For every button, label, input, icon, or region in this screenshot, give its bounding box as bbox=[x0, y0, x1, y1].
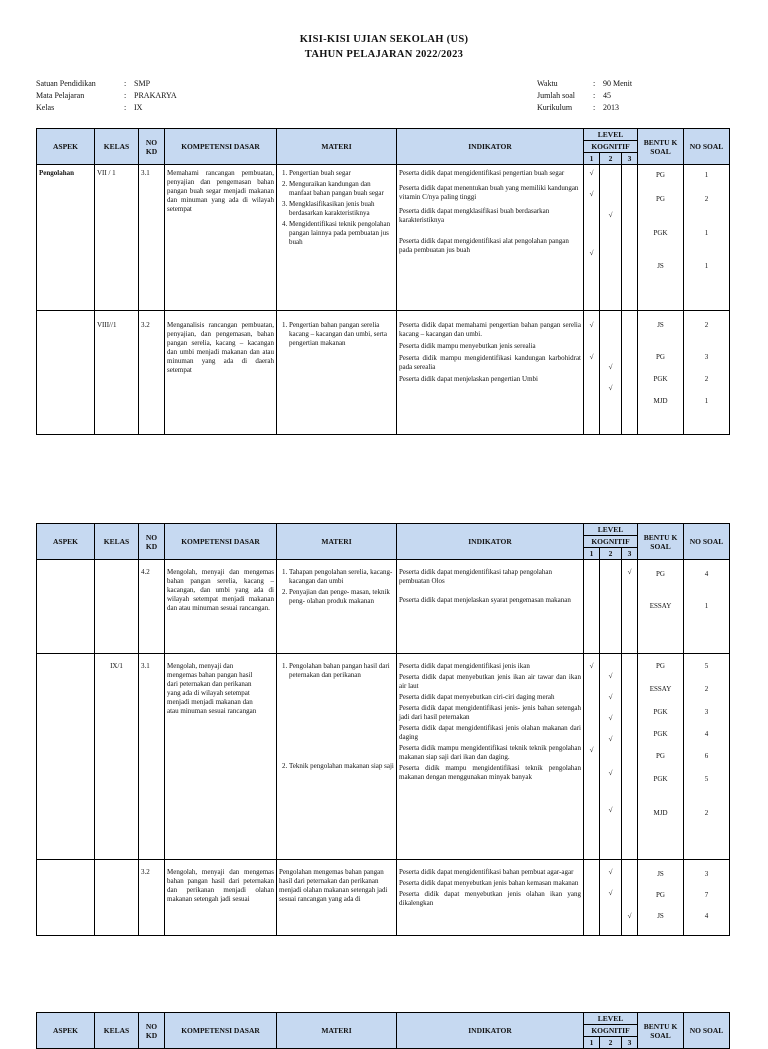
materi-item: 1. Pengertian bahan pangan serelia kacang – kacangan dan umbi, serta pengertian makanan bbox=[289, 321, 394, 348]
materi-item: 1. Pengertian buah segar bbox=[289, 169, 394, 178]
checkmark-icon: √ bbox=[608, 363, 613, 371]
col-materi: MATERI bbox=[277, 1013, 397, 1049]
cell-bentuk-soal: JS PG JS bbox=[638, 860, 684, 936]
table-row bbox=[37, 860, 730, 936]
cell-no-kd: 3.1 bbox=[139, 654, 165, 860]
cell-indikator bbox=[397, 654, 584, 860]
checkmark-icon: √ bbox=[589, 353, 594, 361]
cell-bentuk-soal: PG ESSAY bbox=[638, 560, 684, 654]
kisi-kisi-table-2 bbox=[36, 523, 730, 936]
checkmark-icon: √ bbox=[589, 746, 594, 754]
indikator-item: Peserta didik dapat menyebutkan ciri-ciri daging merah bbox=[399, 693, 555, 701]
indikator-item: Peserta didik dapat mengklasifikasi buah berdasarkan karakteristiknya bbox=[399, 207, 550, 224]
col-level-3: 3 bbox=[622, 548, 638, 560]
col-level-1: 1 bbox=[584, 1037, 600, 1049]
col-bentuk-soal: BENTU K SOAL bbox=[638, 524, 684, 560]
meta-label: Kelas bbox=[36, 103, 55, 112]
cell-no-kd: 4.2 bbox=[139, 560, 165, 654]
indikator-item: Peserta didik mampu menyebutkan jenis serealia bbox=[399, 342, 536, 350]
col-kognitif: KOGNITIF bbox=[584, 536, 638, 548]
cell-kelas: VIII//1 bbox=[95, 311, 139, 435]
cell-indikator bbox=[397, 165, 584, 311]
checkmark-icon: √ bbox=[608, 889, 613, 897]
cell-indikator bbox=[397, 560, 584, 654]
table-row bbox=[37, 311, 730, 435]
cell-level-1 bbox=[584, 560, 600, 654]
meta-value: 90 Menit bbox=[603, 79, 633, 88]
col-materi: MATERI bbox=[277, 129, 397, 165]
materi-item: 2. Menguraikan kandungan dan manfaat bahan pangan buah segar bbox=[289, 180, 394, 198]
meta-left: Satuan Pendidikan : SMP Mata Pelajaran : PRAKARYA Kelas : IX bbox=[36, 79, 177, 112]
indikator-item: Peserta didik dapat mengidentifikasi pengertian buah segar bbox=[399, 169, 565, 177]
col-kognitif: KOGNITIF bbox=[584, 141, 638, 153]
cell-kompetensi-dasar: Mengolah, menyaji dan mengemas bahan pangan serelia, kacang – kacangan, dan umbi yang ada di wilayah setempat menjadi makanan dan atau minuman sesuai rancangan. bbox=[165, 560, 277, 654]
materi-item: 2. Teknik pengolahan makanan siap saji bbox=[289, 762, 394, 771]
table-row bbox=[37, 165, 730, 311]
cell-materi bbox=[277, 311, 397, 435]
indikator-item: Peserta didik mampu mengidentifikasi teknik pengolahan makanan dengan menggunakan minyak banyak bbox=[399, 764, 581, 781]
checkmark-icon: √ bbox=[589, 249, 594, 257]
cell-level-2 bbox=[600, 654, 622, 860]
col-level-2: 2 bbox=[600, 153, 622, 165]
col-aspek: ASPEK bbox=[37, 129, 95, 165]
col-level-2: 2 bbox=[600, 1037, 622, 1049]
cell-level-2 bbox=[600, 560, 622, 654]
cell-indikator bbox=[397, 860, 584, 936]
cell-bentuk-soal: PG ESSAY PGK PGK PG PGK MJD bbox=[638, 654, 684, 860]
col-level-2: 2 bbox=[600, 548, 622, 560]
col-level-1: 1 bbox=[584, 153, 600, 165]
cell-level-2 bbox=[600, 311, 622, 435]
materi-item: 3. Mengklasifikasikan jenis buah berdasarkan karakteristiknya bbox=[289, 200, 394, 218]
cell-kelas: VII / 1 bbox=[95, 165, 139, 311]
col-level-1: 1 bbox=[584, 548, 600, 560]
checkmark-icon: √ bbox=[589, 190, 594, 198]
meta-label: Mata Pelajaran bbox=[36, 91, 85, 100]
indikator-item: Peserta didik dapat mengidentifikasi bahan pembuat agar-agar bbox=[399, 868, 574, 876]
cell-no-soal: 3 7 4 bbox=[684, 860, 730, 936]
checkmark-icon: √ bbox=[589, 169, 594, 177]
col-indikator: INDIKATOR bbox=[397, 129, 584, 165]
cell-materi: Pengolahan mengemas bahan pangan hasil dari peternakan dan perikanan menjadi olahan makanan setengah jadi sesuai rancangan yang ada di bbox=[277, 860, 397, 936]
document-title: KISI-KISI UJIAN SEKOLAH (US) bbox=[299, 34, 469, 45]
indikator-item: Peserta didik mampu mengidentifikasi teknik teknik pengolahan makanan siap saji dari ikan dan daging. bbox=[399, 744, 581, 761]
cell-no-soal: 1 2 1 1 bbox=[684, 165, 730, 311]
cell-level-1 bbox=[584, 860, 600, 936]
cell-aspek bbox=[37, 560, 95, 654]
meta-label: Satuan Pendidikan bbox=[36, 79, 96, 88]
checkmark-icon: √ bbox=[608, 806, 613, 814]
meta-label: Jumlah soal bbox=[537, 91, 575, 100]
indikator-item: Peserta didik dapat menjelaskan pengertian Umbi bbox=[399, 375, 538, 383]
cell-materi bbox=[277, 560, 397, 654]
cell-no-kd: 3.2 bbox=[139, 860, 165, 936]
col-no-soal: NO SOAL bbox=[684, 1013, 730, 1049]
cell-aspek bbox=[37, 860, 95, 936]
materi-item: 4. Mengidentifikasi teknik pengolahan pangan lainnya pada pembuatan jus buah bbox=[289, 220, 394, 247]
indikator-item: Peserta didik dapat mengidentifikasi alat pengolahan pangan pada pembuatan jus buah bbox=[399, 237, 569, 254]
col-no-kd: NO KD bbox=[139, 1013, 165, 1049]
indikator-item: Peserta didik dapat menentukan buah yang memiliki kandungan vitamin C/nya paling tinggi bbox=[399, 184, 579, 201]
checkmark-icon: √ bbox=[589, 662, 594, 670]
meta-value: PRAKARYA bbox=[134, 91, 177, 100]
indikator-item: Peserta didik dapat memahami pengertian bahan pangan serelia kacang – kacangan dan umbi. bbox=[399, 321, 581, 338]
indikator-item: Peserta didik dapat menjelaskan syarat pengemasan makanan bbox=[399, 596, 571, 604]
checkmark-icon: √ bbox=[627, 912, 632, 920]
col-materi: MATERI bbox=[277, 524, 397, 560]
cell-kelas bbox=[95, 560, 139, 654]
indikator-item: Peserta didik dapat mengidentifikasi jenis- jenis bahan setengah jadi dari hasil peternakan bbox=[399, 704, 581, 721]
col-kompetensi-dasar: KOMPETENSI DASAR bbox=[165, 1013, 277, 1049]
col-level: LEVEL bbox=[584, 129, 638, 141]
cell-aspek bbox=[37, 311, 95, 435]
col-indikator: INDIKATOR bbox=[397, 1013, 584, 1049]
document-subtitle: TAHUN PELAJARAN 2022/2023 bbox=[304, 49, 464, 60]
cell-level-3 bbox=[622, 311, 638, 435]
cell-level-3 bbox=[622, 860, 638, 936]
cell-level-3 bbox=[622, 165, 638, 311]
indikator-item: Peserta didik dapat menyebutkan jenis olahan ikan yang dikalengkan bbox=[399, 890, 581, 907]
cell-kelas: IX/1 bbox=[95, 654, 139, 860]
cell-level-1 bbox=[584, 654, 600, 860]
cell-level-3 bbox=[622, 560, 638, 654]
cell-level-3 bbox=[622, 654, 638, 860]
col-kelas: KELAS bbox=[95, 1013, 139, 1049]
cell-no-soal: 4 1 bbox=[684, 560, 730, 654]
table-row bbox=[37, 654, 730, 860]
cell-bentuk-soal: JS PG PGK MJD bbox=[638, 311, 684, 435]
kd-text: Mengolah, menyaji dan mengemas bahan pangan hasil dari peternakan dan perikanan yang ada di wilayah setempat menjadi menjadi makanan dan atau minuman sesuai rancangan bbox=[167, 662, 257, 715]
kisi-kisi-table-3 bbox=[36, 1012, 730, 1049]
meta-value: 2013 bbox=[603, 103, 619, 112]
checkmark-icon: √ bbox=[608, 211, 613, 219]
cell-no-kd: 3.1 bbox=[139, 165, 165, 311]
col-indikator: INDIKATOR bbox=[397, 524, 584, 560]
col-no-kd: NO KD bbox=[139, 524, 165, 560]
indikator-item: Peserta didik mampu mengidentifikasi kandungan karbohidrat pada serealia bbox=[399, 354, 581, 371]
cell-no-kd: 3.2 bbox=[139, 311, 165, 435]
meta-label: Waktu bbox=[537, 79, 558, 88]
col-no-kd: NO KD bbox=[139, 129, 165, 165]
cell-no-soal: 2 3 2 1 bbox=[684, 311, 730, 435]
cell-bentuk-soal: PG PG PGK JS bbox=[638, 165, 684, 311]
col-aspek: ASPEK bbox=[37, 1013, 95, 1049]
col-level-3: 3 bbox=[622, 153, 638, 165]
col-no-soal: NO SOAL bbox=[684, 129, 730, 165]
indikator-item: Peserta didik dapat menyebutkan jenis bahan kemasan makanan bbox=[399, 879, 579, 887]
checkmark-icon: √ bbox=[589, 321, 594, 329]
cell-kompetensi-dasar bbox=[165, 654, 277, 860]
checkmark-icon: √ bbox=[608, 693, 613, 701]
col-aspek: ASPEK bbox=[37, 524, 95, 560]
kisi-kisi-table-1 bbox=[36, 128, 730, 435]
meta-value: SMP bbox=[134, 79, 151, 88]
materi-item: 2. Penyajian dan penge- masan, teknik peng- olahan produk makanan bbox=[289, 588, 394, 606]
cell-kompetensi-dasar: Mengolah, menyaji dan mengemas bahan pangan hasil dari peternakan dan perikanan menjadi olahan makanan setengah jadi sesuai bbox=[165, 860, 277, 936]
cell-kompetensi-dasar: Memahami rancangan pembuatan, penyajian dan pengemasan bahan pangan buah segar menjadi makanan dan minuman yang ada di wilayah setempat bbox=[165, 165, 277, 311]
indikator-item: Peserta didik dapat menyebutkan jenis ikan air tawar dan ikan air laut bbox=[399, 673, 581, 690]
indikator-item: Peserta didik dapat mengidentifikasi jenis olahan makanan dari daging bbox=[399, 724, 581, 741]
meta-right: Waktu : 90 Menit Jumlah soal : 45 Kurikulum : 2013 bbox=[537, 79, 633, 112]
cell-indikator bbox=[397, 311, 584, 435]
cell-materi bbox=[277, 654, 397, 860]
checkmark-icon: √ bbox=[608, 769, 613, 777]
materi-item: 1. Tahapan pengolahan serelia, kacang-kacangan dan umbi bbox=[289, 568, 394, 586]
materi-item: 1. Pengolahan bahan pangan hasil dari peternakan dan perikanan bbox=[289, 662, 394, 680]
cell-aspek: Pengolahan bbox=[37, 165, 95, 311]
col-no-soal: NO SOAL bbox=[684, 524, 730, 560]
col-kompetensi-dasar: KOMPETENSI DASAR bbox=[165, 129, 277, 165]
indikator-item: Peserta didik dapat mengidentifikasi jenis ikan bbox=[399, 662, 530, 670]
cell-level-1 bbox=[584, 311, 600, 435]
col-level: LEVEL bbox=[584, 1013, 638, 1025]
indikator-item: Peserta didik dapat mengidentifikasi tahap pengolahan pembuatan Olos bbox=[399, 568, 552, 585]
col-level-3: 3 bbox=[622, 1037, 638, 1049]
col-kelas: KELAS bbox=[95, 129, 139, 165]
col-bentuk-soal: BENTU K SOAL bbox=[638, 1013, 684, 1049]
cell-level-2 bbox=[600, 165, 622, 311]
col-kelas: KELAS bbox=[95, 524, 139, 560]
col-bentuk-soal: BENTU K SOAL bbox=[638, 129, 684, 165]
cell-level-1 bbox=[584, 165, 600, 311]
checkmark-icon: √ bbox=[627, 568, 632, 576]
col-kognitif: KOGNITIF bbox=[584, 1025, 638, 1037]
cell-kelas bbox=[95, 860, 139, 936]
checkmark-icon: √ bbox=[608, 735, 613, 743]
cell-aspek bbox=[37, 654, 95, 860]
checkmark-icon: √ bbox=[608, 672, 613, 680]
cell-kompetensi-dasar: Menganalisis rancangan pembuatan, penyajian, dan pengemasan, bahan pangan serelia, kacang – kacangan dan umbi menjadi makanan dan atau minuman yang ada di daerah setempat bbox=[165, 311, 277, 435]
col-level: LEVEL bbox=[584, 524, 638, 536]
checkmark-icon: √ bbox=[608, 384, 613, 392]
cell-no-soal: 5 2 3 4 6 5 2 bbox=[684, 654, 730, 860]
checkmark-icon: √ bbox=[608, 868, 613, 876]
col-kompetensi-dasar: KOMPETENSI DASAR bbox=[165, 524, 277, 560]
cell-materi bbox=[277, 165, 397, 311]
checkmark-icon: √ bbox=[608, 714, 613, 722]
cell-level-2 bbox=[600, 860, 622, 936]
table-row bbox=[37, 560, 730, 654]
meta-value: 45 bbox=[603, 91, 611, 100]
meta-value: IX bbox=[134, 103, 143, 112]
meta-label: Kurikulum bbox=[537, 103, 573, 112]
